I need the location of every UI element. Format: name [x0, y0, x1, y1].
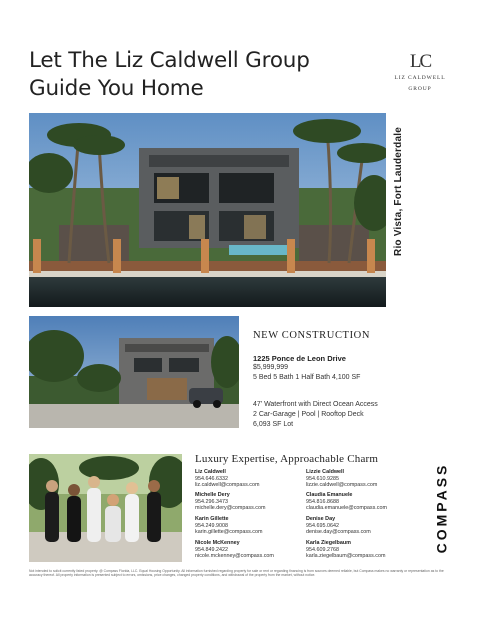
agent-card	[195, 540, 305, 559]
agent-name: Nicole McKenney	[195, 540, 240, 546]
agent-card	[306, 492, 416, 511]
logo-monogram: LC	[409, 51, 431, 72]
agent-name: Claudia Emanuele	[306, 492, 353, 498]
listing-address: 1225 Ponce de Leon Drive	[253, 354, 346, 363]
listing-feature: 2 Car-Garage | Pool | Rooftop Deck	[253, 411, 364, 418]
listing-feature: 6,093 SF Lot	[253, 421, 294, 428]
location-label	[388, 113, 408, 269]
agent-phone[interactable]: 954.609.2768	[306, 546, 339, 553]
agent-email[interactable]: liz.caldwell@compass.com	[195, 482, 260, 488]
agent-email[interactable]: karla.ziegelbaum@compass.com	[306, 553, 386, 559]
team-title: Luxury Expertise, Approachable Charm	[195, 453, 379, 465]
agent-name: Lizzie Caldwell	[306, 469, 345, 475]
agent-phone[interactable]: 954.695.0642	[306, 522, 339, 529]
agent-phone[interactable]: 954.849.2422	[195, 546, 228, 553]
agent-card	[306, 516, 416, 535]
agent-email[interactable]: denise.day@compass.com	[306, 529, 371, 535]
agent-card	[195, 469, 305, 488]
team-photo	[29, 454, 182, 562]
agent-phone[interactable]: 954.646.6332	[195, 475, 228, 482]
group-logo	[390, 52, 450, 93]
agent-email[interactable]: karin.gillette@compass.com	[195, 529, 263, 535]
agent-name: Denise Day	[306, 516, 336, 522]
listing-price: $5,999,999	[253, 364, 289, 371]
agent-name: Liz Caldwell	[195, 469, 226, 475]
compass-logo	[430, 462, 452, 554]
location-text: Rio Vista, Fort Lauderdale	[392, 126, 404, 256]
agent-name: Michelle Dery	[195, 492, 230, 498]
agent-card	[195, 492, 305, 511]
listing-specs: 5 Bed 5 Bath 1 Half Bath 4,100 SF	[253, 374, 361, 381]
agent-card	[306, 540, 416, 559]
brand-text: COMPASS	[433, 462, 449, 554]
listing-details	[253, 330, 453, 430]
agent-card	[306, 469, 416, 488]
agent-phone[interactable]: 954.249.9008	[195, 522, 228, 529]
secondary-photo	[29, 316, 239, 428]
agent-card	[195, 516, 305, 535]
waterfront-house-image	[29, 113, 386, 307]
headline-line-1: Let The Liz Caldwell Group	[29, 48, 310, 73]
agent-name: Karla Ziegelbaum	[306, 540, 351, 546]
headline-line-2: Guide You Home	[29, 76, 204, 101]
logo-name-line-1: LIZ CALDWELL	[394, 75, 446, 81]
agent-phone[interactable]: 954.610.9285	[306, 475, 339, 482]
logo-name-line-2: GROUP	[408, 86, 432, 92]
agent-phone[interactable]: 954.296.3473	[195, 498, 228, 505]
agent-email[interactable]: claudia.emanuele@compass.com	[306, 505, 387, 511]
team-group-image	[29, 454, 182, 562]
agent-name: Karin Gillette	[195, 516, 229, 522]
agent-phone[interactable]: 954.816.8688	[306, 498, 339, 505]
listing-label: NEW CONSTRUCTION	[253, 330, 371, 341]
listing-feature: 47' Waterfront with Direct Ocean Access	[253, 401, 378, 408]
house-street-image	[29, 316, 239, 428]
hero-photo	[29, 113, 386, 307]
agent-email[interactable]: michelle.dery@compass.com	[195, 505, 266, 511]
listing-features	[253, 400, 453, 430]
agent-email[interactable]: lizzie.caldwell@compass.com	[306, 482, 378, 488]
page-headline	[29, 47, 369, 103]
agent-email[interactable]: nicole.mckenney@compass.com	[195, 553, 274, 559]
legal-disclaimer: Not intended to solicit currently listed property. @ Compass Florida, LLC. Equal Housing Opportunity. All information furnished regarding property for sale or rent or regarding financing is from sources deemed reliable, but Compass makes no warranty or representation as to the accuracy thereof. All property information is presented subject to errors, omissions, price changes, changed property conditions, and withdrawal of the property from the market, without notice.	[29, 569, 444, 578]
